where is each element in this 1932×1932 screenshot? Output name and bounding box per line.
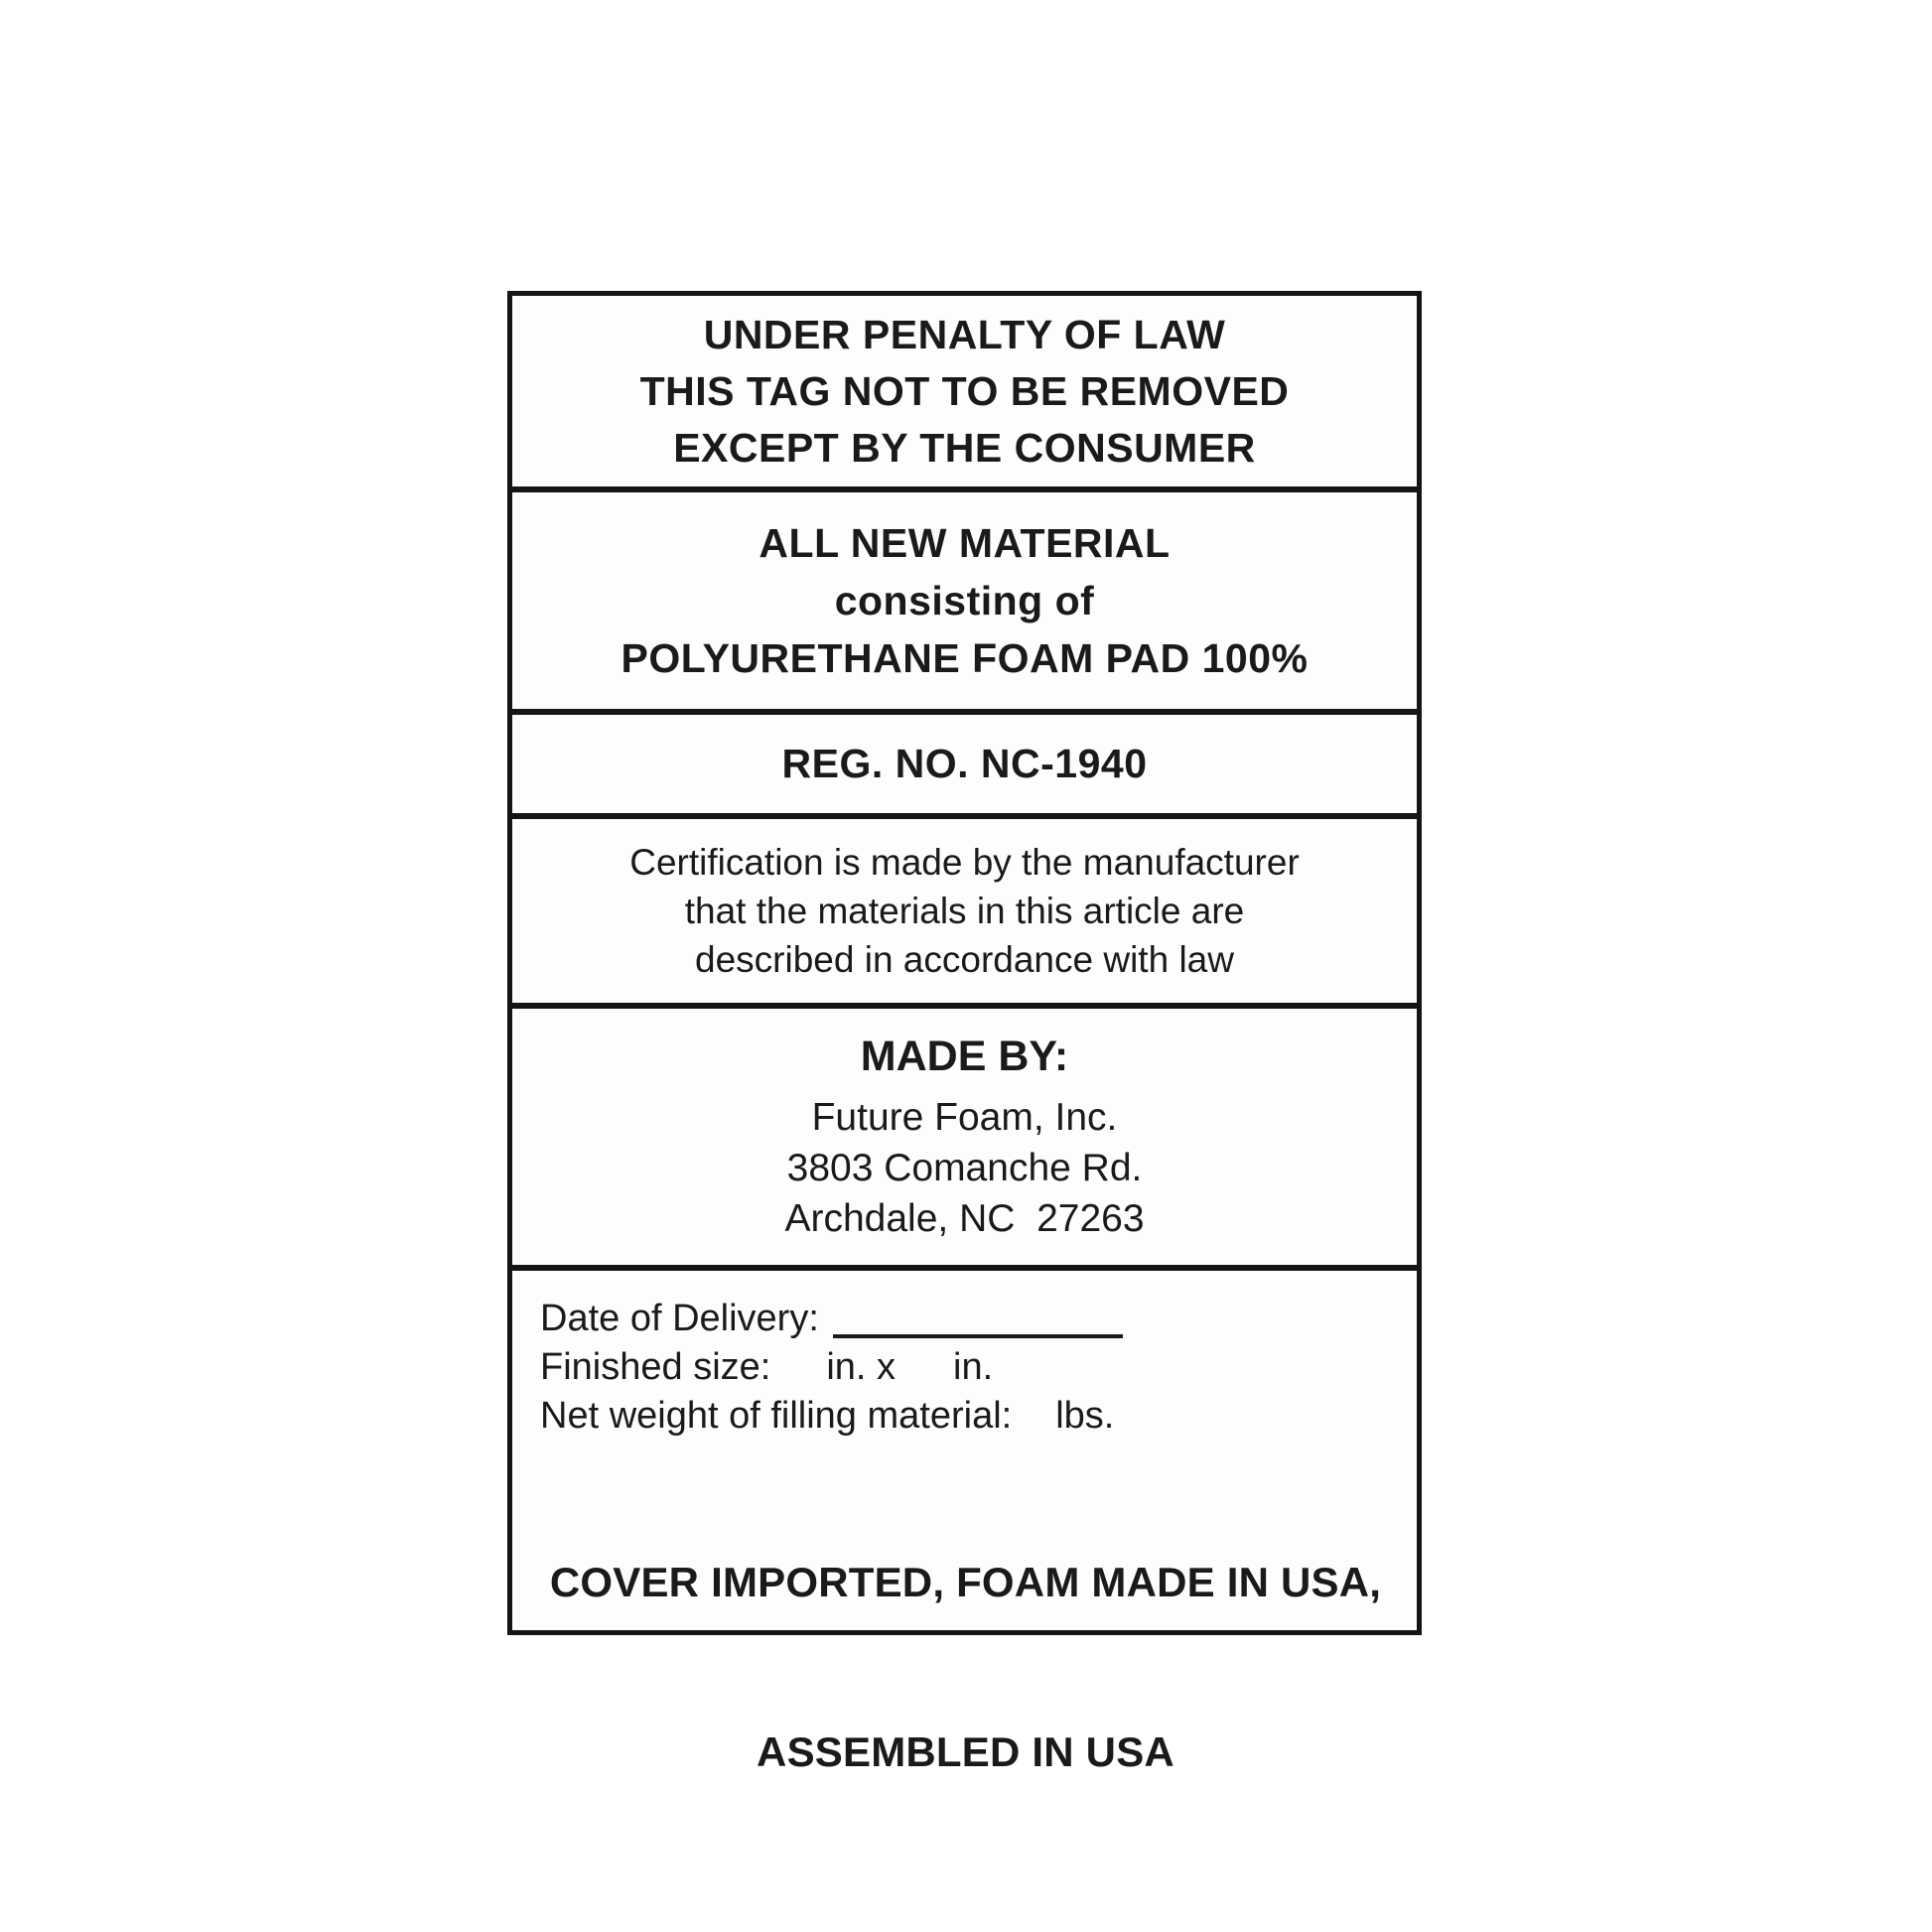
net-weight-unit: lbs. — [1055, 1395, 1115, 1437]
origin-line-2: ASSEMBLED IN USA — [757, 1728, 1174, 1775]
date-of-delivery-row — [540, 1295, 1123, 1343]
penalty-line-2: THIS TAG NOT TO BE REMOVED — [639, 367, 1290, 414]
law-label-tag — [507, 291, 1422, 1775]
material-line-3: POLYURETHANE FOAM PAD 100% — [621, 635, 1309, 681]
date-of-delivery-label: Date of Delivery: — [540, 1298, 819, 1339]
section-delivery-details — [512, 1271, 1417, 1917]
material-line-1: ALL NEW MATERIAL — [759, 520, 1171, 566]
net-weight-label: Net weight of filling material: — [540, 1395, 1013, 1437]
certification-line-2: that the materials in this article are — [684, 891, 1245, 931]
material-line-2: consisting of — [834, 578, 1095, 623]
certification-line-1: Certification is made by the manufacturer — [629, 842, 1300, 883]
registration-number: REG. NO. NC-1940 — [781, 741, 1148, 786]
finished-size-unit-1: in. x — [826, 1346, 897, 1388]
manufacturer-city: Archdale, NC 27263 — [784, 1196, 1145, 1240]
made-by-heading: MADE BY: — [860, 1032, 1069, 1080]
date-of-delivery-blank — [833, 1334, 1123, 1338]
section-certification — [512, 819, 1417, 1009]
manufacturer-name: Future Foam, Inc. — [811, 1095, 1118, 1139]
finished-size-unit-2: in. — [953, 1346, 994, 1388]
penalty-line-1: UNDER PENALTY OF LAW — [703, 311, 1226, 357]
section-material-contents — [512, 492, 1417, 715]
finished-size-row — [540, 1343, 993, 1392]
origin-line-1: COVER IMPORTED, FOAM MADE IN USA, — [549, 1559, 1382, 1605]
section-registration-number — [512, 715, 1417, 819]
manufacturer-street: 3803 Comanche Rd. — [786, 1146, 1143, 1189]
certification-line-3: described in accordance with law — [695, 939, 1234, 980]
section-penalty-notice — [512, 296, 1417, 492]
section-made-by — [512, 1009, 1417, 1271]
penalty-line-3: EXCEPT BY THE CONSUMER — [673, 424, 1256, 471]
finished-size-label: Finished size: — [540, 1346, 771, 1388]
net-weight-row — [540, 1392, 1114, 1441]
origin-statement — [524, 1441, 1407, 1899]
